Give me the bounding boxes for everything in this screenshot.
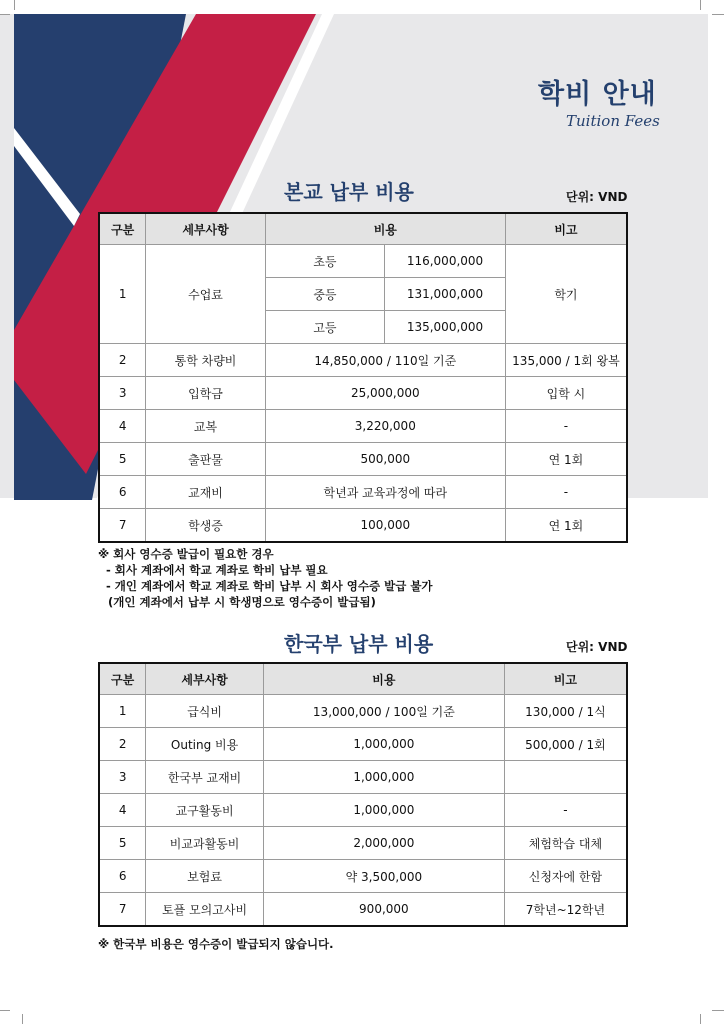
table-row <box>99 410 627 443</box>
row-item: 한국부 교재비 <box>146 761 264 794</box>
korean-dept-fee-table <box>98 662 628 927</box>
receipt-notes <box>98 546 433 610</box>
crop-mark <box>0 14 10 15</box>
table-row <box>99 761 627 794</box>
note-line: - 회사 계좌에서 학교 계좌로 학비 납부 필요 <box>106 563 328 577</box>
table-row <box>99 377 627 410</box>
row-cost: 25,000,000 <box>265 377 505 410</box>
row-note: 입학 시 <box>505 377 627 410</box>
section-title-main-school: 본교 납부 비용 <box>284 180 414 204</box>
level-label: 고등 <box>265 311 384 344</box>
unit-label: 단위: VND <box>566 640 628 654</box>
main-school-fee-table <box>98 212 628 543</box>
header-detail: 세부사항 <box>146 213 265 245</box>
row-cost: 3,220,000 <box>265 410 505 443</box>
row-cost: 학년과 교육과정에 따라 <box>265 476 505 509</box>
header-cost: 비용 <box>265 213 505 245</box>
table-header-row <box>99 213 627 245</box>
row-cost: 14,850,000 / 110일 기준 <box>265 344 505 377</box>
row-number: 2 <box>99 344 146 377</box>
row-cost: 1,000,000 <box>263 728 504 761</box>
row-number: 7 <box>99 893 146 927</box>
row-note: 130,000 / 1식 <box>504 695 627 728</box>
row-note <box>504 761 627 794</box>
table-header-row <box>99 663 627 695</box>
header-category: 구분 <box>99 663 146 695</box>
row-cost: 약 3,500,000 <box>263 860 504 893</box>
row-number: 4 <box>99 410 146 443</box>
crop-mark <box>0 1010 10 1011</box>
row-item: 비교과활동비 <box>146 827 264 860</box>
row-number: 3 <box>99 377 146 410</box>
row-item: 학생증 <box>146 509 265 543</box>
row-note: 연 1회 <box>505 443 627 476</box>
note-line: ※ 회사 영수증 발급이 필요한 경우 <box>98 547 274 561</box>
row-cost: 100,000 <box>265 509 505 543</box>
row-number: 6 <box>99 476 146 509</box>
level-label: 중등 <box>265 278 384 311</box>
table-row <box>99 443 627 476</box>
row-item: 출판물 <box>146 443 265 476</box>
row-number: 6 <box>99 860 146 893</box>
row-item: 수업료 <box>146 245 265 344</box>
row-number: 5 <box>99 827 146 860</box>
header-note: 비고 <box>504 663 627 695</box>
level-cost: 131,000,000 <box>385 278 506 311</box>
header-detail: 세부사항 <box>146 663 264 695</box>
row-item: 교복 <box>146 410 265 443</box>
row-number: 1 <box>99 245 146 344</box>
row-note: 체험학습 대체 <box>504 827 627 860</box>
row-note: - <box>505 410 627 443</box>
row-item: 교재비 <box>146 476 265 509</box>
row-cost: 500,000 <box>265 443 505 476</box>
header-note: 비고 <box>505 213 627 245</box>
table-row <box>99 827 627 860</box>
crop-mark <box>700 1014 701 1024</box>
row-note: 신청자에 한함 <box>504 860 627 893</box>
row-item: 토플 모의고사비 <box>146 893 264 927</box>
level-cost: 135,000,000 <box>385 311 506 344</box>
crop-mark <box>14 0 15 10</box>
row-cost: 900,000 <box>263 893 504 927</box>
row-note: 135,000 / 1회 왕복 <box>505 344 627 377</box>
table-row <box>99 794 627 827</box>
header-category: 구분 <box>99 213 146 245</box>
crop-mark <box>712 1010 724 1011</box>
row-cost: 1,000,000 <box>263 794 504 827</box>
table-row <box>99 245 627 278</box>
table-row <box>99 893 627 927</box>
level-cost: 116,000,000 <box>385 245 506 278</box>
row-item: 통학 차량비 <box>146 344 265 377</box>
crop-mark <box>22 1014 23 1024</box>
header-cost: 비용 <box>263 663 504 695</box>
page-subtitle: Tuition Fees <box>566 112 660 130</box>
note-line: (개인 계좌에서 납부 시 학생명으로 영수증이 발급됨) <box>108 595 376 609</box>
row-item: 입학금 <box>146 377 265 410</box>
table-row <box>99 695 627 728</box>
table-row <box>99 476 627 509</box>
row-note: 학기 <box>505 245 627 344</box>
level-label: 초등 <box>265 245 384 278</box>
crop-mark <box>700 0 701 10</box>
table-row <box>99 728 627 761</box>
row-number: 3 <box>99 761 146 794</box>
row-item: 보험료 <box>146 860 264 893</box>
row-item: 교구활동비 <box>146 794 264 827</box>
receipt-note-korean-dept: ※ 한국부 비용은 영수증이 발급되지 않습니다. <box>98 937 334 951</box>
section-title-korean-dept: 한국부 납부 비용 <box>284 632 434 656</box>
row-note: 500,000 / 1회 <box>504 728 627 761</box>
row-number: 7 <box>99 509 146 543</box>
row-note: 연 1회 <box>505 509 627 543</box>
unit-label: 단위: VND <box>566 190 628 204</box>
table-row <box>99 344 627 377</box>
row-item: Outing 비용 <box>146 728 264 761</box>
row-cost: 13,000,000 / 100일 기준 <box>263 695 504 728</box>
row-cost: 2,000,000 <box>263 827 504 860</box>
crop-mark <box>712 14 724 15</box>
table-row <box>99 860 627 893</box>
table-row <box>99 509 627 543</box>
row-number: 1 <box>99 695 146 728</box>
row-number: 2 <box>99 728 146 761</box>
row-item: 급식비 <box>146 695 264 728</box>
note-line: - 개인 계좌에서 학교 계좌로 학비 납부 시 회사 영수증 발급 불가 <box>106 579 433 593</box>
row-number: 5 <box>99 443 146 476</box>
row-number: 4 <box>99 794 146 827</box>
row-note: - <box>505 476 627 509</box>
page-title: 학비 안내 <box>538 79 657 110</box>
row-cost: 1,000,000 <box>263 761 504 794</box>
row-note: 7학년~12학년 <box>504 893 627 927</box>
row-note: - <box>504 794 627 827</box>
